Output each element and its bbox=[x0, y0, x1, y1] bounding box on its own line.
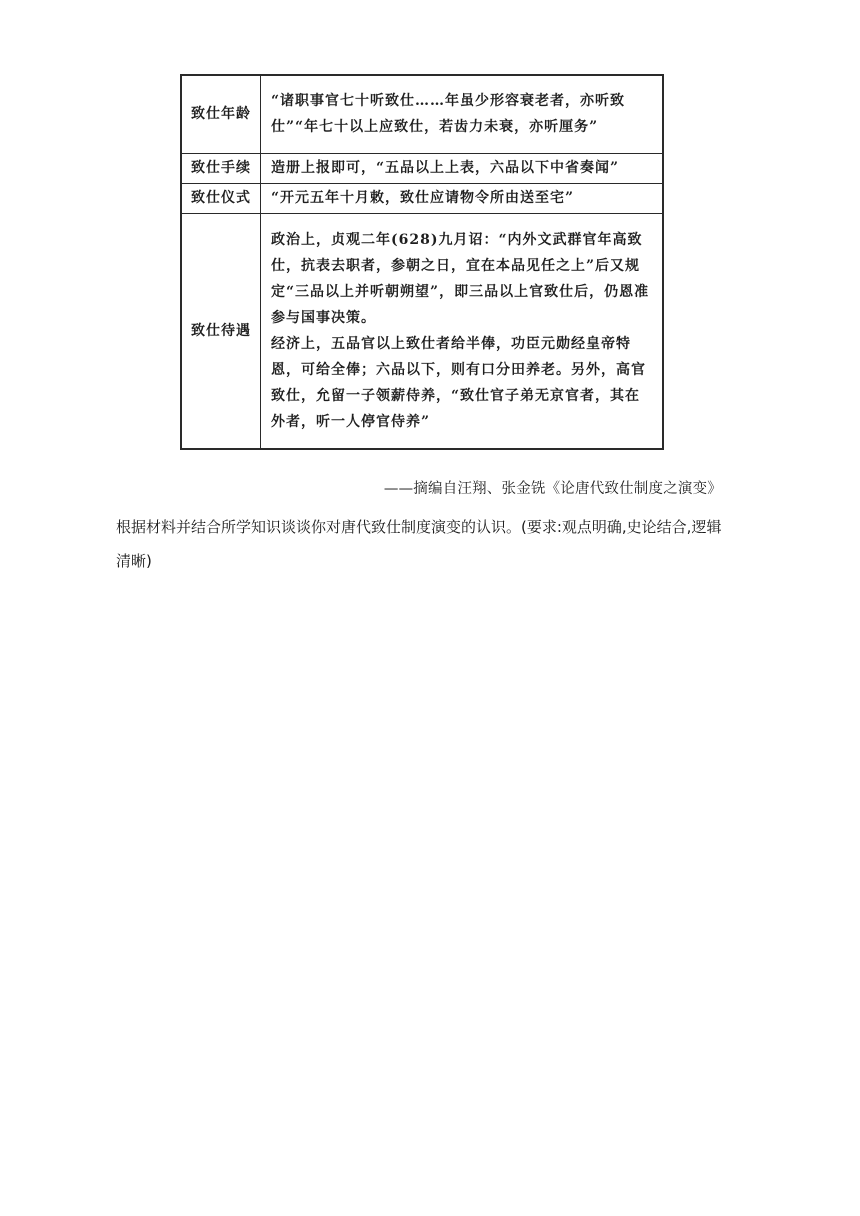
content-paragraph: 造册上报即可，“五品以上上表，六品以下中省奏闻” bbox=[271, 160, 620, 176]
content-paragraph-economic: 经济上，五品官以上致仕者给半俸，功臣元勋经皇帝特恩，可给全俸；六品以下，则有口分田养老。另外，高官致仕，允留一子领薪侍养，“致仕官子弟无京官者，其在外者，听一人停官侍养” bbox=[271, 335, 646, 430]
row-header-retirement-treatment: 致仕待遇 bbox=[181, 213, 261, 449]
row-header-retirement-age: 致仕年龄 bbox=[181, 75, 261, 153]
content-paragraph: “开元五年十月敕，致仕应请物令所由送至宅” bbox=[271, 190, 575, 206]
content-paragraph: “诸职事官七十听致仕……年虽少形容衰老者，亦听致仕”“年七十以上应致仕，若齿力未衰，亦听厘务” bbox=[271, 93, 626, 136]
table-row-retirement-age bbox=[181, 75, 663, 153]
table-row-retirement-treatment bbox=[181, 213, 663, 449]
row-content-retirement-treatment bbox=[261, 213, 664, 449]
material-table bbox=[180, 74, 664, 450]
question-text: 根据材料并结合所学知识谈谈你对唐代致仕制度演变的认识。(要求:观点明确,史论结合,逻辑清晰) bbox=[116, 518, 722, 570]
row-header-retirement-procedure: 致仕手续 bbox=[181, 153, 261, 183]
row-content-retirement-age bbox=[261, 75, 664, 153]
content-paragraph-political: 政治上，贞观二年(628)九月诏：“内外文武群官年高致仕，抗表去职者，参朝之日，宜在本品见任之上”后又规定“三品以上并听朝朔望”，即三品以上官致仕后，仍恩准参与国事决策。 bbox=[271, 231, 650, 326]
row-header-retirement-ceremony: 致仕仪式 bbox=[181, 183, 261, 213]
source-citation: ——摘编自汪翔、张金铣《论唐代致仕制度之演变》 bbox=[383, 481, 722, 497]
table-row-retirement-ceremony bbox=[181, 183, 663, 213]
table-row-retirement-procedure bbox=[181, 153, 663, 183]
row-content-retirement-procedure bbox=[261, 153, 664, 183]
row-content-retirement-ceremony bbox=[261, 183, 664, 213]
